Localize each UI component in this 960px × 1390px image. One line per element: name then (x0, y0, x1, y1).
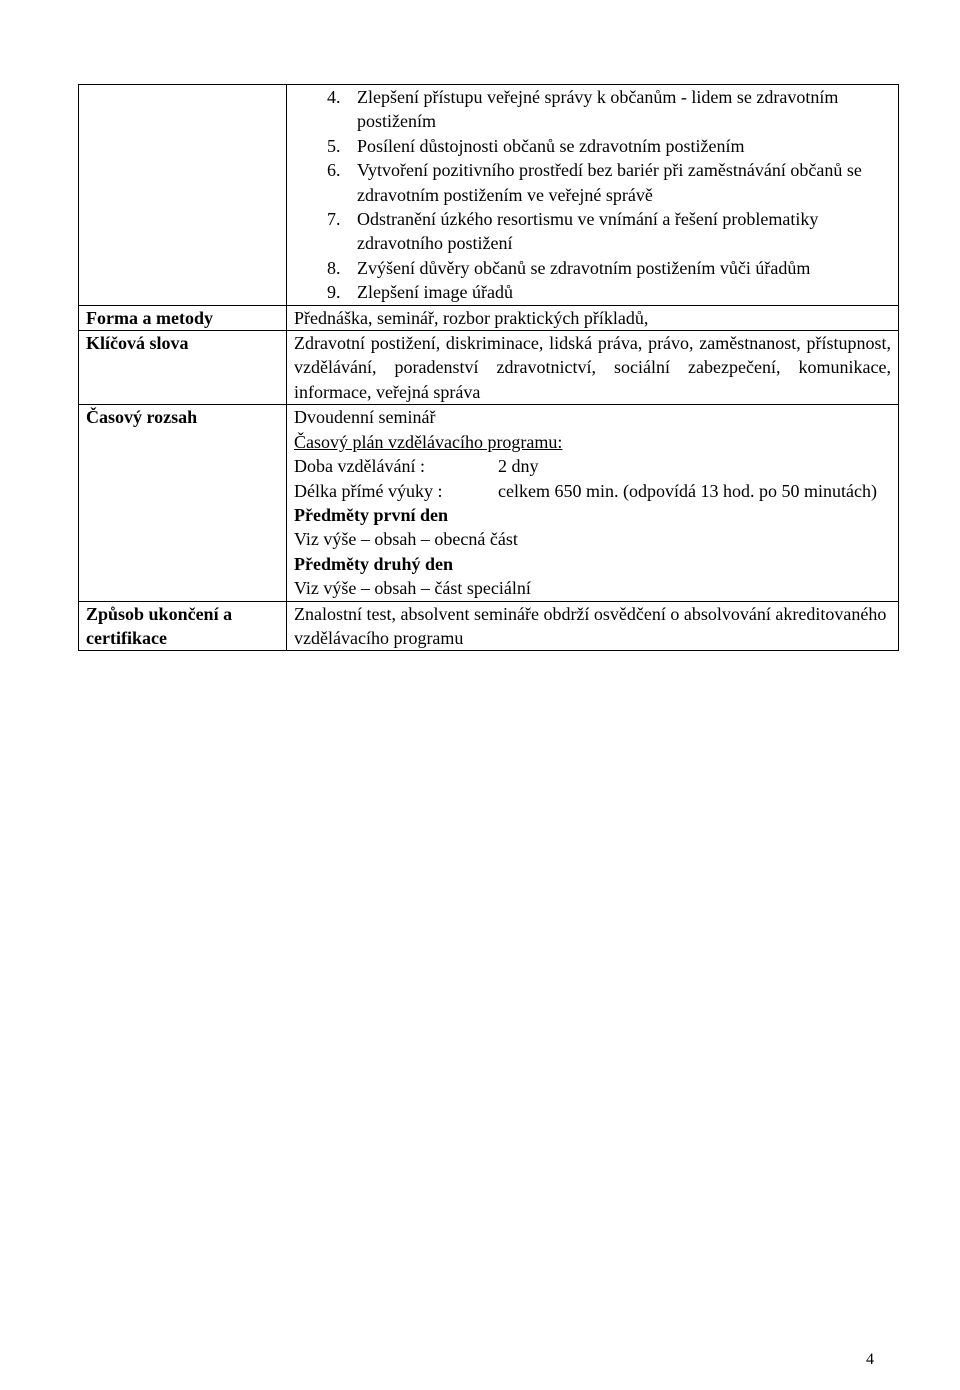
seminar-length: Dvoudenní seminář (294, 407, 436, 428)
table-row-forma (79, 305, 899, 330)
list-item: 9. Zlepšení image úřadů (327, 282, 513, 303)
keywords-value: Zdravotní postižení, diskriminace, lidská práva, právo, zaměstnanost, přístupnost, vzdělávání, poradenství zdravotnictví, sociální zabezpečení, komunikace, informace, veřejná správa (287, 331, 899, 405)
goals-label-cell (79, 85, 287, 306)
goal-text: Odstranění úzkého resortismu ve vnímání a řešení problematiky zdravotního postižení (357, 209, 819, 254)
goal-text: Zlepšení image úřadů (357, 282, 513, 303)
teaching-line (294, 479, 891, 503)
duration-value: 2 dny (498, 456, 539, 477)
keywords-label: Klíčová slova (79, 331, 287, 405)
day2-text: Viz výše – obsah – část speciální (294, 578, 531, 599)
goal-text: Zvýšení důvěry občanů se zdravotním postižením vůči úřadům (357, 257, 811, 278)
table-row-time (79, 405, 899, 601)
duration-line (294, 454, 891, 478)
day1-heading: Předměty první den (294, 504, 448, 525)
teaching-label: Délka přímé výuky : (294, 480, 443, 501)
goal-text: Posílení důstojnosti občanů se zdravotním postižením (357, 135, 745, 156)
completion-label: Způsob ukončení a certifikace (79, 601, 287, 651)
duration-label: Doba vzdělávání : (294, 456, 425, 477)
teaching-value: celkem 650 min. (odpovídá 13 hod. po 50 minutách) (498, 480, 877, 501)
list-item: 4. Zlepšení přístupu veřejné správy k občanům - lidem se zdravotním postižením (327, 87, 839, 132)
goals-list (294, 85, 891, 305)
goal-text: Vytvoření pozitivního prostředí bez bariér při zaměstnávání občanů se zdravotním postižením ve veřejné správě (357, 160, 862, 205)
plan-heading: Časový plán vzdělávacího programu: (294, 431, 563, 452)
time-label: Časový rozsah (79, 405, 287, 601)
day2-heading: Předměty druhý den (294, 553, 453, 574)
goals-content-cell (287, 85, 899, 306)
page-number: 4 (866, 1351, 874, 1368)
forma-label: Forma a metody (79, 305, 287, 330)
list-item: 5. Posílení důstojnosti občanů se zdravotním postižením (327, 135, 745, 156)
course-info-table (78, 84, 899, 651)
table-row-goals (79, 85, 899, 306)
table-row-completion (79, 601, 899, 651)
table-row-keywords (79, 331, 899, 405)
day1-text: Viz výše – obsah – obecná část (294, 529, 518, 550)
goal-text: Zlepšení přístupu veřejné správy k občanům - lidem se zdravotním postižením (357, 87, 839, 132)
list-item: 6. Vytvoření pozitivního prostředí bez bariér při zaměstnávání občanů se zdravotním postižením ve veřejné správě (327, 160, 862, 205)
list-item: 7. Odstranění úzkého resortismu ve vnímání a řešení problematiky zdravotního postižení (327, 209, 819, 254)
time-content (287, 405, 899, 601)
completion-value: Znalostní test, absolvent semináře obdrží osvědčení o absolvování akreditovaného vzdělávacího programu (287, 601, 899, 651)
forma-value: Přednáška, seminář, rozbor praktických příkladů, (287, 305, 899, 330)
list-item: 8. Zvýšení důvěry občanů se zdravotním postižením vůči úřadům (327, 257, 811, 278)
